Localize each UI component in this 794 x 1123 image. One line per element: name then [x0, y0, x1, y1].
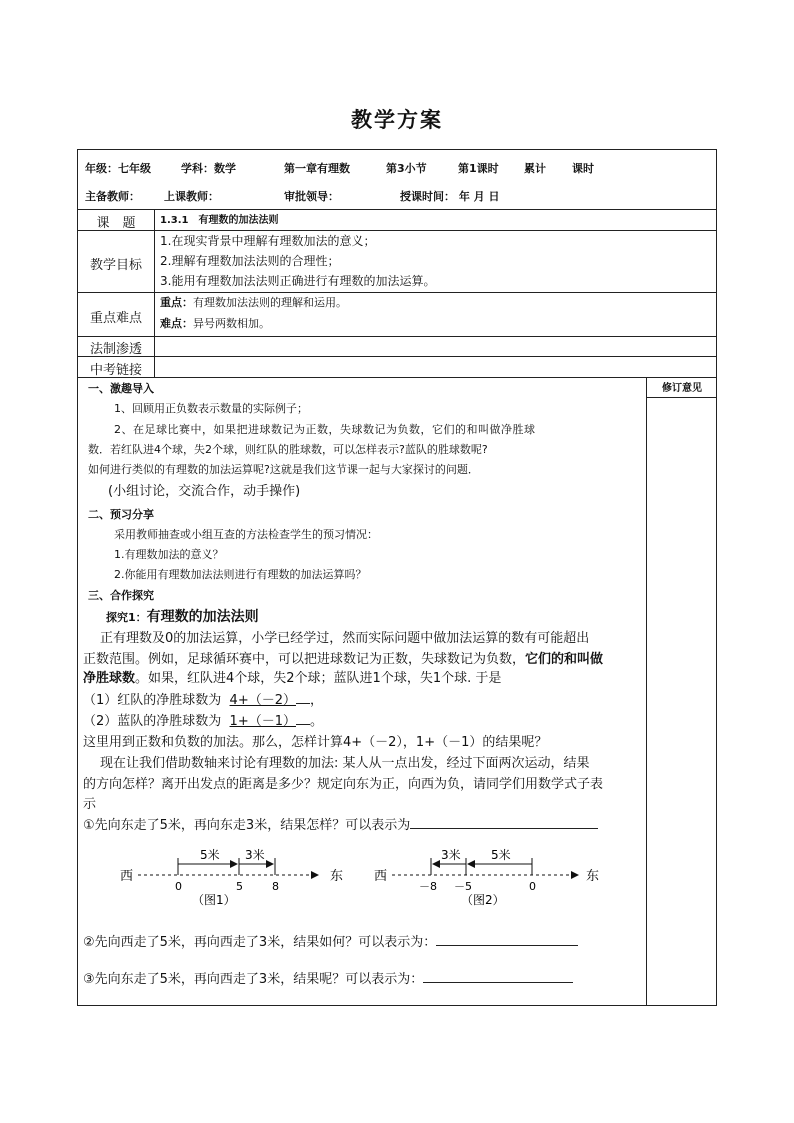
section1-title: 一、激趣导入: [88, 382, 154, 395]
section1-paragraph: 如何进行类似的有理数的加法运算呢?这就是我们这节课一起与大家探讨的问题．: [88, 463, 479, 476]
row-divider: [78, 336, 716, 337]
question-2-blank: [436, 945, 578, 946]
key-point: [160, 296, 347, 310]
body-paragraph: 这里用到正数和负数的加法。那么，怎样计算4+（－2），1+（－1）的结果呢？: [83, 735, 548, 750]
section-label: 第3小节: [386, 162, 427, 175]
question-3-text: ③先向东走了5米，再向西走了3米，结果呢？可以表示为：: [83, 972, 424, 987]
total-label: 累计: [524, 162, 546, 175]
question-1-blank: [410, 828, 598, 829]
law-label: 法制渗透: [89, 342, 142, 357]
date-label: 授课时间： 年 月 日: [400, 190, 500, 203]
goal-item: 2.理解有理数加法法则的合理性；: [160, 254, 340, 268]
question-1-text: ①先向东走了5米，再向东走3米，结果怎样？可以表示为: [83, 818, 411, 833]
row-divider: [78, 209, 716, 210]
para1b-bold: 它们的和叫做: [525, 652, 604, 667]
section2-question: 1.有理数加法的意义？: [114, 548, 224, 561]
question-2-text: ②先向西走了5米，再向西走了3米，结果如何？可以表示为：: [83, 935, 437, 950]
east-label: 东: [586, 869, 600, 884]
goal-item: 3.能用有理数加法法则正确进行有理数的加法运算。: [160, 274, 436, 288]
row-divider: [78, 377, 716, 378]
section3-title: 三、合作探究: [88, 589, 154, 602]
difficult-point: [160, 317, 270, 331]
section1-paragraph: 数．若红队进4个球，失2个球，则红队的胜球数，可以怎样表示?蓝队的胜球数呢?: [88, 443, 488, 456]
revision-label: 修订意见: [662, 383, 702, 394]
answer-item-2: [83, 712, 323, 732]
figure-caption: （图1）: [192, 893, 236, 907]
tick-label: 0: [529, 880, 536, 893]
tick-label: 0: [175, 880, 182, 893]
chapter-label: 第一章有理数: [284, 162, 350, 175]
east-label: 东: [330, 869, 344, 884]
figure-1: [120, 847, 343, 907]
question-1: [83, 816, 598, 836]
page-title: 教学方案: [351, 107, 443, 132]
difficult-point-text: 异号两数相加。: [193, 317, 270, 330]
section1-paragraph: 1、回顾用正负数表示数量的实际例子；: [114, 402, 308, 415]
column-divider: [154, 209, 155, 377]
figure-2: [374, 847, 599, 907]
topic-label: 课 题: [96, 216, 136, 231]
item2-end: 。: [309, 714, 323, 729]
column-divider: [646, 377, 647, 1005]
section2-paragraph: 采用教师抽查或小组互查的方法检查学生的预习情况：: [114, 528, 378, 541]
item1-value: 4+（－2）: [229, 693, 296, 708]
body-paragraph: 现在让我们借助数轴来讨论有理数的加法: 某人从一点出发，经过下面两次运动，结果: [100, 756, 590, 771]
explore-title: 有理数的加法法则: [146, 609, 259, 625]
question-3: [83, 970, 573, 990]
exam-label: 中考链接: [89, 363, 142, 378]
tick-label: －5: [454, 880, 472, 893]
para1c-bold: 净胜球数: [83, 671, 136, 686]
body-paragraph: [83, 669, 501, 689]
explore-label: 探究1：: [106, 611, 147, 624]
arrow-label: 3米: [245, 848, 265, 862]
arrow-label: 5米: [491, 848, 511, 862]
tick-label: 5: [236, 880, 243, 893]
item2-blank: [296, 724, 310, 725]
row-divider: [78, 230, 716, 231]
row-divider: [78, 292, 716, 293]
arrow-label: 5米: [200, 848, 220, 862]
item1-blank: [296, 703, 310, 704]
lesson-plan-table: [77, 149, 717, 1006]
para1c-plain: 。如果，红队进4个球，失2个球；蓝队进1个球，失1个球. 于是: [135, 671, 502, 686]
subject-label: 学科：数学: [181, 162, 236, 175]
body-paragraph: 的方向怎样？离开出发点的距离是多少？规定向东为正，向西为负，请同学们用数学式子表: [83, 777, 604, 792]
lead-teacher-label: 主备教师：: [85, 190, 140, 203]
para1b-plain: 正数范围。例如，足球循环赛中，可以把进球数记为正数，失球数记为负数，: [83, 652, 526, 667]
body-paragraph: 示: [83, 797, 97, 812]
key-point-label: 重点：: [160, 296, 193, 309]
teacher-label: 上课教师：: [164, 190, 219, 203]
topic-value: 1.3.1 有理数的加法法则: [160, 215, 279, 226]
total-unit-label: 课时: [572, 162, 594, 175]
goal-item: 1.在现实背景中理解有理数加法的意义；: [160, 234, 376, 248]
lesson-label: 第1课时: [458, 162, 499, 175]
west-label: 西: [374, 869, 388, 884]
item2-label: （2）蓝队的净胜球数为: [83, 714, 222, 729]
key-difficulty-label: 重点难点: [89, 311, 142, 326]
body-paragraph: 正有理数及0的加法运算，小学已经学过，然而实际问题中做加法运算的数有可能超出: [100, 631, 590, 646]
question-3-blank: [423, 982, 573, 983]
number-line-figures: [108, 844, 628, 908]
item1-end: ，: [309, 693, 323, 708]
key-point-text: 有理数加法法则的理解和运用。: [193, 296, 347, 309]
goals-label: 教学目标: [89, 258, 142, 273]
question-2: [83, 933, 578, 953]
explore-heading: [106, 610, 259, 625]
figure-caption: （图2）: [461, 893, 505, 907]
item1-label: （1）红队的净胜球数为: [83, 693, 222, 708]
difficult-point-label: 难点：: [160, 317, 193, 330]
grade-label: 年级：七年级: [85, 162, 151, 175]
arrow-label: 3米: [441, 848, 461, 862]
answer-item-1: [83, 691, 323, 711]
section2-question: 2.你能用有理数加法法则进行有理数的加法运算吗？: [114, 568, 367, 581]
tick-label: －8: [419, 880, 437, 893]
revision-divider: [646, 397, 716, 398]
section1-paragraph: 2、在足球比赛中，如果把进球数记为正数，失球数记为负数，它们的和叫做净胜球: [114, 423, 536, 436]
body-paragraph: [83, 650, 603, 670]
section2-title: 二、预习分享: [88, 508, 154, 521]
row-divider: [78, 356, 716, 357]
tick-label: 8: [272, 880, 279, 893]
reviewer-label: 审批领导：: [284, 190, 339, 203]
west-label: 西: [120, 869, 134, 884]
section1-note: (小组讨论，交流合作，动手操作): [108, 484, 301, 499]
item2-value: 1+（－1）: [229, 714, 296, 729]
